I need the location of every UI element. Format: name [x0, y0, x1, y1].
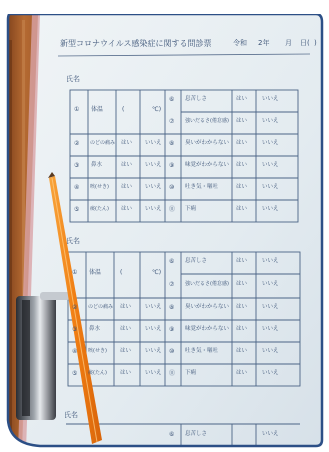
s1-row5-no: いいえ [262, 184, 279, 190]
s1-row4-yes: はい [236, 162, 248, 168]
s1-row3-yes: はい [236, 140, 248, 146]
s1-row6-rnum: ⑪ [169, 206, 176, 213]
date-day: 日( [300, 39, 310, 47]
s1-row3-rlabel: 臭いがわからない [185, 140, 230, 146]
s2-row1-label: 体温 [89, 269, 102, 276]
s1-row4-label: 鼻水 [91, 162, 103, 168]
s1-row1-unit: ℃) [152, 106, 162, 113]
s2-row1-no: いいえ [262, 258, 279, 264]
s1-row3-no: いいえ [262, 140, 279, 146]
s2-row6-yes: はい [236, 370, 248, 376]
s1-row4-rnum: ⑨ [169, 162, 175, 169]
s2-row5-num: ④ [72, 348, 78, 355]
s2-row4-yes: はい [236, 326, 248, 332]
s1-row3-unit: いいえ [145, 140, 162, 146]
s1-row2-no: いいえ [262, 118, 279, 124]
s2-row6-rlabel: 下痢 [185, 370, 197, 376]
s2-row3-rnum: ⑧ [169, 304, 175, 311]
s1-row5-num: ④ [74, 184, 80, 191]
s1-row5-rlabel: 吐き気・嘔吐 [185, 184, 219, 190]
s2-row4-label: 鼻水 [89, 326, 101, 332]
s1-row5-unit: いいえ [145, 184, 162, 190]
s1-row1-rlabel: 息苦しさ [185, 96, 208, 102]
s2-row5-label: 咳(せき) [88, 348, 107, 354]
s2-row4-rlabel: 味覚がわからない [185, 326, 230, 332]
s1-row2-yes: はい [236, 118, 248, 124]
s3-row1-no: いいえ [262, 431, 279, 437]
date-era: 令和 [233, 39, 247, 47]
s1-row3-value: はい [121, 140, 133, 146]
s2-row1-value: ( [120, 269, 123, 276]
s2-row4-value: はい [120, 326, 132, 332]
s1-row3-rnum: ⑧ [169, 140, 175, 147]
s2-row3-yes: はい [236, 304, 248, 310]
s1-row1-value: ( [122, 106, 125, 113]
s2-row4-num: ③ [72, 326, 78, 333]
top-margin [0, 0, 329, 14]
s1-row5-label: 咳(せき) [90, 184, 109, 190]
s2-row4-no: いいえ [262, 326, 279, 332]
s2-row3-unit: いいえ [145, 304, 162, 310]
s2-row1-rlabel: 息苦しさ [185, 258, 208, 264]
s2-row6-rnum: ⑪ [169, 370, 176, 377]
s2-row1-yes: はい [236, 258, 248, 264]
s1-row4-num: ③ [74, 162, 80, 169]
s1-row6-label: 痰(たん) [90, 206, 109, 212]
name-label-3: 氏名 [64, 411, 78, 419]
s2-row1-unit: ℃) [152, 269, 162, 276]
s1-row4-unit: いいえ [145, 162, 162, 168]
s2-row3-no: いいえ [262, 304, 279, 310]
s2-row5-no: いいえ [262, 348, 279, 354]
s1-row1-no: いいえ [262, 96, 279, 102]
s2-row2-rnum: ⑦ [169, 281, 175, 288]
s2-row3-num: ② [72, 304, 78, 311]
date-year: 2年 [258, 39, 270, 47]
s2-row1-num: ① [72, 269, 78, 276]
s2-row6-no: いいえ [262, 370, 279, 376]
s2-row2-rlabel: 強いだるさ(倦怠感) [185, 281, 229, 287]
s1-row2-rnum: ⑦ [169, 118, 175, 125]
s1-row5-yes: はい [236, 184, 248, 190]
s1-row6-rlabel: 下痢 [185, 206, 197, 212]
s2-row2-yes: はい [236, 281, 248, 287]
s1-row1-rnum: ⑥ [169, 96, 175, 103]
s2-row4-rnum: ⑨ [169, 326, 175, 333]
s1-row1-label: 体温 [91, 106, 104, 113]
s1-row6-value: はい [121, 206, 133, 212]
name-label-1: 氏名 [66, 75, 80, 83]
date-close: ) [314, 39, 317, 47]
s1-row6-num: ⑤ [74, 206, 80, 213]
date-month: 月 [285, 39, 292, 47]
s3-row1-rlabel: 息苦しさ [185, 431, 208, 437]
s2-row5-value: はい [120, 348, 132, 354]
s2-row1-rnum: ⑥ [169, 258, 175, 265]
s1-row6-unit: いいえ [145, 206, 162, 212]
s1-row2-rlabel: 強いだるさ(倦怠感) [185, 118, 229, 124]
s1-row5-rnum: ⑩ [169, 184, 175, 191]
s1-row4-rlabel: 味覚がわからない [185, 162, 230, 168]
s1-row6-no: いいえ [262, 206, 279, 212]
s2-row6-label: 痰(たん) [88, 370, 107, 376]
s2-row5-rnum: ⑩ [169, 348, 175, 355]
s2-row5-rlabel: 吐き気・嘔吐 [185, 348, 219, 354]
s1-row3-num: ② [74, 140, 80, 147]
s2-row5-unit: いいえ [145, 348, 162, 354]
s1-row4-value: はい [121, 162, 133, 168]
name-label-2: 氏名 [66, 237, 80, 245]
s1-row5-value: はい [121, 184, 133, 190]
s2-row5-yes: はい [236, 348, 248, 354]
form-title: 新型コロナウイルス感染症に関する問診票 [60, 39, 212, 48]
s2-row6-num: ⑤ [72, 370, 78, 377]
s2-row6-unit: いいえ [145, 370, 162, 376]
s2-row3-rlabel: 臭いがわからない [185, 304, 230, 310]
s2-row3-label: のどの痛み [88, 304, 114, 310]
s2-row2-no: いいえ [262, 281, 279, 287]
s1-row3-label: のどの痛み [90, 140, 116, 146]
s1-row1-yes: はい [236, 96, 248, 102]
s1-row1-num: ① [74, 106, 80, 113]
s2-row6-value: はい [120, 370, 132, 376]
s2-row4-unit: いいえ [145, 326, 162, 332]
s3-row1-rnum: ⑥ [169, 431, 175, 438]
s1-row6-yes: はい [236, 206, 248, 212]
s2-row3-value: はい [120, 304, 132, 310]
s1-row4-no: いいえ [262, 162, 279, 168]
